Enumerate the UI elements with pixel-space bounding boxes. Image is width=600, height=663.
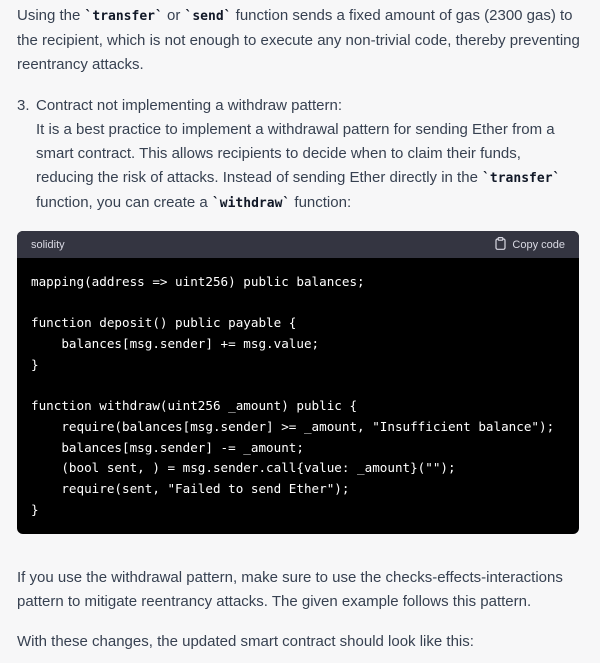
list-item-heading: Contract not implementing a withdraw pattern:: [36, 97, 342, 114]
inline-code: `transfer`: [482, 171, 561, 186]
list-text: function, you can create a: [36, 194, 212, 211]
code-content: mapping(address => uint256) public balances; function deposit() public payable { balances[msg.sender] += msg.value; } function withdraw(uint256 _amount) public { require(balances[msg.sender] >= _amount, "Insufficient balance"); balances[msg.sender] -= _amount; (bool sent, ) = msg.sender.call{value: _amount}(""); require(sent, "Failed to send Ether"); }: [31, 274, 555, 517]
inline-code: `transfer`: [84, 9, 163, 24]
code-block: [17, 231, 579, 534]
inline-code: `send`: [184, 9, 232, 24]
list-text: function:: [290, 194, 352, 211]
code-language-label: solidity: [31, 238, 65, 251]
intro-text: Using the: [17, 7, 85, 24]
clipboard-icon: [495, 237, 506, 253]
intro-text: function sends a fixed amount of gas (2300 gas) to the recipient, which is not enough to execute any non-trivial code, thereby preventing reentrancy attacks.: [17, 7, 580, 73]
after-code-paragraph: If you use the withdrawal pattern, make sure to use the checks-effects-interactions pattern to mitigate reentrancy attacks. The given example follows this pattern.: [17, 569, 563, 610]
inline-code: `withdraw`: [211, 196, 291, 211]
closing-paragraph: With these changes, the updated smart contract should look like this:: [17, 633, 474, 650]
code-header: [17, 231, 579, 258]
list-item-text: [36, 118, 581, 216]
intro-text: or: [162, 7, 185, 24]
copy-code-label: Copy code: [512, 238, 565, 251]
list-text: It is a best practice to implement a withdrawal pattern for sending Ether from a smart contract. This allows recipients to decide when to claim their funds, reducing the risk of attacks. Instead of sending Ether directly in the: [36, 121, 555, 186]
copy-code-button[interactable]: [495, 237, 565, 253]
intro-paragraph: [17, 4, 582, 77]
list-item-body: [36, 94, 581, 216]
list-number: 3.: [17, 97, 30, 114]
